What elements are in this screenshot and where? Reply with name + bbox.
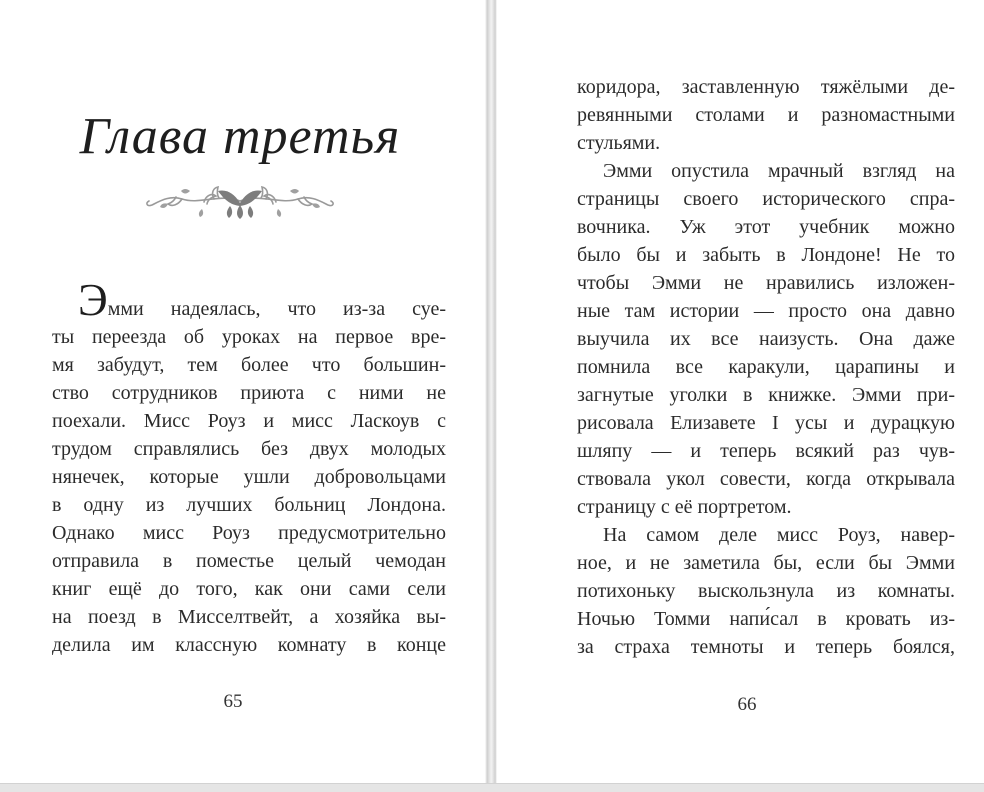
text-line: поехали. Мисс Роуз и мисс Ласкоув с [52, 410, 446, 432]
drop-cap: Э [78, 275, 108, 325]
text-line: ное, и не заметила бы, если бы Эмми [577, 552, 955, 574]
text-line: выучила их все наизусть. Она даже [577, 328, 955, 350]
text-line: мя забудут, тем более что большин- [52, 354, 446, 376]
text-line: отправила в поместье целый чемодан [52, 550, 446, 572]
right-page-text [577, 73, 955, 661]
page-number-left: 65 [223, 691, 243, 712]
text-line: рисовала Елизавете I усы и дурацкую [577, 412, 955, 434]
text-line: загнутые уголки в книжке. Эмми при- [577, 384, 955, 406]
text-line: страницы своего исторического спра- [577, 188, 955, 210]
text-line: коридора, заставленную тяжёлыми де- [577, 76, 955, 98]
text-line: трудом справлялись без двух молодых [52, 438, 446, 460]
left-page-text [52, 275, 446, 659]
text-line: делила им классную комнату в конце [52, 634, 446, 656]
text-line: ты переезда об уроках на первое вре- [52, 326, 446, 348]
text-line: за страха темноты и теперь боялся, [577, 636, 955, 658]
text-line: на поезд в Мисселтвейт, а хозяйка вы- [52, 606, 446, 628]
text-line: На самом деле мисс Роуз, навер- [603, 524, 955, 546]
chapter-heading [40, 108, 440, 221]
text-line: ство сотрудников приюта с ними не [52, 382, 446, 404]
page-number-right: 66 [737, 694, 757, 715]
text-line: Эмми надеялась, что из-за суе- [78, 275, 446, 325]
text-line: шляпу — и теперь всякий раз чув- [577, 440, 955, 462]
text-line: ревянными столами и разномастными [577, 104, 955, 126]
chapter-title: Глава третья [79, 108, 401, 165]
text-line: стульями. [577, 132, 661, 154]
text-line: вочника. Уж этот учебник можно [577, 216, 955, 238]
floral-ornament [40, 179, 440, 221]
text-line: ные там истории — просто она давно [577, 300, 955, 322]
reader-bottom-edge [0, 783, 984, 792]
text-line: было бы и забыть в Лондоне! Не то [577, 244, 955, 266]
right-page[interactable] [497, 0, 984, 783]
text-line: в одну из лучших больниц Лондона. [52, 494, 446, 516]
text-line: нянечек, которые ушли добровольцами [52, 466, 446, 488]
text-line: книг ещё до того, как они сами сели [52, 578, 446, 600]
text-line: потихоньку выскользнула из комнаты. [577, 580, 955, 602]
page-gutter-divider [485, 0, 497, 783]
text-line: страницу с её портретом. [577, 496, 792, 518]
text-line: ствовала укол совести, когда открывала [577, 468, 955, 490]
text-line: чтобы Эмми не нравились изложен- [577, 272, 955, 294]
text-line: помнила все каракули, царапины и [577, 356, 955, 378]
text-line: Однако мисс Роуз предусмотрительно [52, 522, 446, 544]
text-line: Ночью Томми напи́сал в кровать из- [577, 608, 955, 630]
left-page[interactable] [0, 0, 485, 783]
text-line: Эмми опустила мрачный взгляд на [603, 160, 955, 182]
